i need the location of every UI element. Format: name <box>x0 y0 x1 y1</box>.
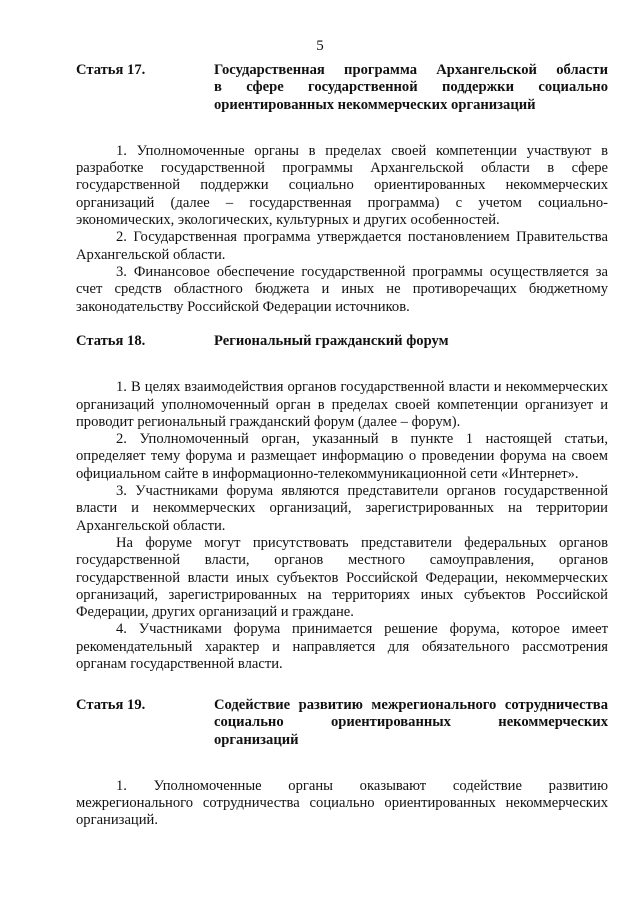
paragraph: 2. Уполномоченный орган, указанный в пункте 1 настоящей статьи, определяет тему форума и размещает информацию о проведении форума на своем официальном сайте в информационно-телекоммуникационной сети «Интернет». <box>76 431 608 482</box>
article-title-line: ориентированных некоммерческих организаций <box>214 96 536 113</box>
article-18 <box>76 333 608 673</box>
paragraph: 1. В целях взаимодействия органов государственной власти и некоммерческих организаций уполномоченный орган в пределах своей компетенции организует и проводит региональный гражданский форум (далее – форум). <box>76 379 608 430</box>
article-title <box>214 333 608 350</box>
article-heading <box>76 62 608 114</box>
article-title <box>214 697 608 749</box>
paragraph: 3. Участниками форума являются представители органов государственной власти и некоммерческих организаций, зарегистрированных на территории Архангельской области. <box>76 483 608 534</box>
article-label: Статья 19. <box>76 697 146 713</box>
paragraph: 4. Участниками форума принимается решение форума, которое имеет рекомендательный характер и направляется для обязательного рассмотрения органам государственной власти. <box>76 621 608 673</box>
paragraph: 3. Финансовое обеспечение государственной программы осуществляется за счет средств областного бюджета и иных не противоречащих бюджетному законодательству Российской Федерации источников. <box>76 263 608 315</box>
article-label: Статья 17. <box>76 62 146 78</box>
article-title-line: организаций <box>214 731 299 748</box>
paragraph: 2. Государственная программа утверждается постановлением Правительства Архангельской области. <box>76 229 608 263</box>
article-title <box>214 62 608 114</box>
article-title-line: социально ориентированных некоммерческих <box>214 714 608 731</box>
article-title-line: в сфере государственной поддержки социально <box>214 79 608 96</box>
paragraph: На форуме могут присутствовать представители федеральных органов государственной власти, органов местного самоуправления, органов государственной власти иных субъектов Российской Федерации, некоммерческих организаций, зарегистрированных на территориях иных субъектов Российской Федерации, других организаций и граждане. <box>76 534 608 621</box>
page-number: 5 <box>316 38 324 54</box>
article-title-line: Содействие развитию межрегионального сотрудничества <box>214 697 608 713</box>
paragraph: 1. Уполномоченные органы оказывают содействие развитию межрегионального сотрудничества социально ориентированных некоммерческих организаций. <box>76 777 608 829</box>
article-heading <box>76 333 608 350</box>
article-17 <box>76 62 608 316</box>
article-19 <box>76 697 608 830</box>
paragraph: 1. Уполномоченные органы в пределах своей компетенции участвуют в разработке государственной программы Архангельской области в сфере государственной поддержки социально ориентированных некоммерческих организаций (далее – государственная программа) с учетом социально-экономических, экологических, культурных и других особенностей. <box>76 142 608 229</box>
article-title-line: Государственная программа Архангельской области <box>214 62 608 78</box>
article-label: Статья 18. <box>76 333 146 349</box>
article-title-line: Региональный гражданский форум <box>214 333 449 349</box>
article-heading <box>76 697 608 749</box>
